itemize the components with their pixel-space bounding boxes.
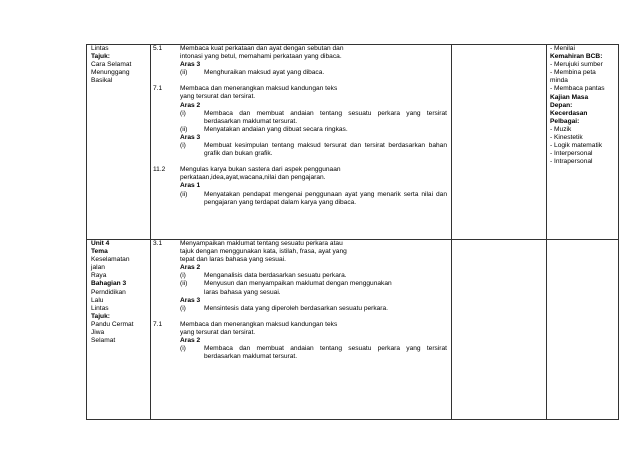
empty-cell bbox=[452, 45, 547, 240]
standard-code: 7.1 bbox=[153, 85, 163, 93]
topic-line: Basikal bbox=[91, 77, 113, 85]
topic-line: Cara Selamat bbox=[91, 61, 132, 69]
topic-line: Selamat bbox=[91, 337, 116, 345]
sub-item-label: (ii) bbox=[180, 190, 188, 198]
topic-line: Lintas bbox=[91, 304, 109, 312]
notes-line: Kecerdasan bbox=[550, 109, 588, 117]
sub-item-text: Membuat kesimpulan tentang maksud tersurat dan tersirat berdasarkan bahan grafik dan bukan grafik. bbox=[204, 142, 447, 158]
standard-text: yang tersurat dan tersirat. bbox=[180, 93, 256, 101]
notes-line: - Merujuki sumber bbox=[550, 61, 603, 69]
standard-code: 11.2 bbox=[153, 166, 166, 174]
standard-code: 5.1 bbox=[153, 45, 163, 52]
standard-text: tajuk dengan menggunakan kata, istilah, frasa, ayat yang bbox=[180, 248, 347, 256]
standard-text: Membaca dan menerangkan maksud kandungan teks bbox=[180, 85, 338, 93]
topic-line: Tema bbox=[91, 248, 108, 256]
sub-item-label: (ii) bbox=[180, 69, 188, 77]
sub-item-label: (i) bbox=[180, 142, 186, 150]
topic-line: Tajuk: bbox=[91, 312, 110, 320]
sub-item-text: Menganalisis data berdasarkan sesuatu perkara. bbox=[204, 272, 347, 280]
topic-line: Menunggang bbox=[91, 69, 130, 77]
sub-item bbox=[180, 69, 447, 77]
standard-text: perkataan,idea,ayat,wacana,nilai dan pengajaran. bbox=[180, 174, 326, 182]
standard-text: Membaca kuat perkataan dan ayat dengan sebutan dan bbox=[180, 45, 344, 52]
sub-item bbox=[180, 272, 447, 280]
sub-item-label: (i) bbox=[180, 272, 186, 280]
standard-code: 7.1 bbox=[153, 320, 163, 328]
sub-item-label: (ii) bbox=[180, 125, 188, 133]
standard-text: tepat dan laras bahasa yang sesuai. bbox=[180, 256, 286, 264]
level-label: Aras 2 bbox=[180, 264, 201, 272]
notes-line: - Menilai bbox=[550, 45, 575, 52]
sub-item-text: Mensintesis data yang diperoleh berdasarkan sesuatu perkara. bbox=[204, 304, 389, 312]
standard-text: intonasi yang betul, memahami perkataan yang dibaca. bbox=[180, 53, 342, 61]
sub-item-text: Membaca dan membuat andaian tentang sesuatu perkara yang tersirat berdasarkan maklumat tersurat. bbox=[204, 109, 447, 125]
skills-cell bbox=[151, 240, 452, 420]
topic-line: Raya bbox=[91, 272, 107, 280]
topic-line: Tajuk: bbox=[91, 53, 110, 61]
topic-line: Pandu Cermat bbox=[91, 320, 134, 328]
sub-item-label: (ii) bbox=[180, 280, 188, 288]
topic-cell bbox=[87, 240, 151, 420]
empty-cell bbox=[452, 240, 547, 420]
topic-line: Bahagian 3 bbox=[91, 280, 127, 288]
standard-code: 3.1 bbox=[153, 240, 163, 247]
topic-line: jalan bbox=[91, 264, 105, 272]
sub-item-label: (i) bbox=[180, 109, 186, 117]
notes-line: Kemahiran BCB: bbox=[550, 53, 603, 61]
notes-line: - Membaca pantas bbox=[550, 85, 605, 93]
standard-text: Membaca dan menerangkan maksud kandungan teks bbox=[180, 320, 338, 328]
level-label: Aras 1 bbox=[180, 182, 201, 190]
sub-item bbox=[180, 126, 447, 134]
level-label: Aras 3 bbox=[180, 133, 201, 141]
sub-item-text: Menyusun dan menyampaikan maklumat dengan menggunakan laras bahasa yang sesuai. bbox=[204, 280, 392, 296]
notes-line: - Intrapersonal bbox=[550, 158, 593, 166]
sub-item-text: Menghuraikan maksud ayat yang dibaca. bbox=[204, 69, 325, 77]
notes-cell bbox=[547, 240, 619, 420]
notes-line: - Interpersonal bbox=[550, 150, 593, 158]
topic-line: Unit 4 bbox=[91, 240, 110, 247]
topic-line: Keselamatan bbox=[91, 256, 130, 264]
topic-line: Lalu bbox=[91, 296, 104, 304]
notes-line: - Muzik bbox=[550, 125, 572, 133]
notes-line: - Logik matematik bbox=[550, 142, 603, 150]
sub-item bbox=[180, 345, 447, 361]
standard-block bbox=[151, 45, 451, 77]
topic-cell bbox=[87, 45, 151, 240]
level-label: Aras 3 bbox=[180, 61, 201, 69]
sub-item bbox=[180, 305, 447, 313]
standard-block bbox=[151, 166, 451, 206]
notes-line: Pelbagai: bbox=[550, 117, 580, 125]
topic-line: Lintas bbox=[91, 45, 109, 52]
sub-item-text: Membaca dan membuat andaian tentang sesuatu perkara yang tersirat berdasarkan maklumat tersurat. bbox=[204, 345, 447, 361]
topic-line: Jiwa bbox=[91, 329, 105, 337]
skills-cell bbox=[151, 45, 452, 240]
sub-item-text: Menyatakan pendapat mengenai penggunaan ayat yang menarik serta nilai dan pengajaran yang terdapat dalam karya yang dibaca. bbox=[204, 190, 447, 206]
standard-block bbox=[151, 85, 451, 158]
topic-line: Perndidikan bbox=[91, 288, 126, 296]
sub-item-label: (i) bbox=[180, 304, 186, 312]
notes-line: Kajian Masa bbox=[550, 93, 589, 101]
sub-item bbox=[180, 280, 447, 296]
sub-item bbox=[180, 142, 447, 158]
notes-cell bbox=[547, 45, 619, 240]
table-row bbox=[87, 240, 619, 420]
sub-item-text: Menyatakan andaian yang dibuat secara ringkas. bbox=[204, 125, 348, 133]
standard-text: yang tersurat dan tersirat. bbox=[180, 328, 256, 336]
level-label: Aras 2 bbox=[180, 337, 201, 345]
table-row bbox=[87, 45, 619, 240]
notes-line: Depan: bbox=[550, 101, 573, 109]
notes-line: - Membina peta bbox=[550, 69, 596, 77]
standard-block bbox=[151, 240, 451, 313]
level-label: Aras 3 bbox=[180, 296, 201, 304]
sub-item bbox=[180, 191, 447, 207]
sub-item-label: (i) bbox=[180, 345, 186, 353]
level-label: Aras 2 bbox=[180, 101, 201, 109]
sub-item bbox=[180, 110, 447, 126]
standard-text: Mengulas karya bukan sastera dari aspek penggunaan bbox=[180, 166, 341, 174]
notes-line: minda bbox=[550, 77, 568, 85]
notes-line: - Kinestetik bbox=[550, 134, 583, 142]
standard-block bbox=[151, 321, 451, 361]
lesson-plan-table bbox=[86, 44, 619, 420]
standard-text: Menyampaikan maklumat tentang sesuatu perkara atau bbox=[180, 240, 343, 247]
